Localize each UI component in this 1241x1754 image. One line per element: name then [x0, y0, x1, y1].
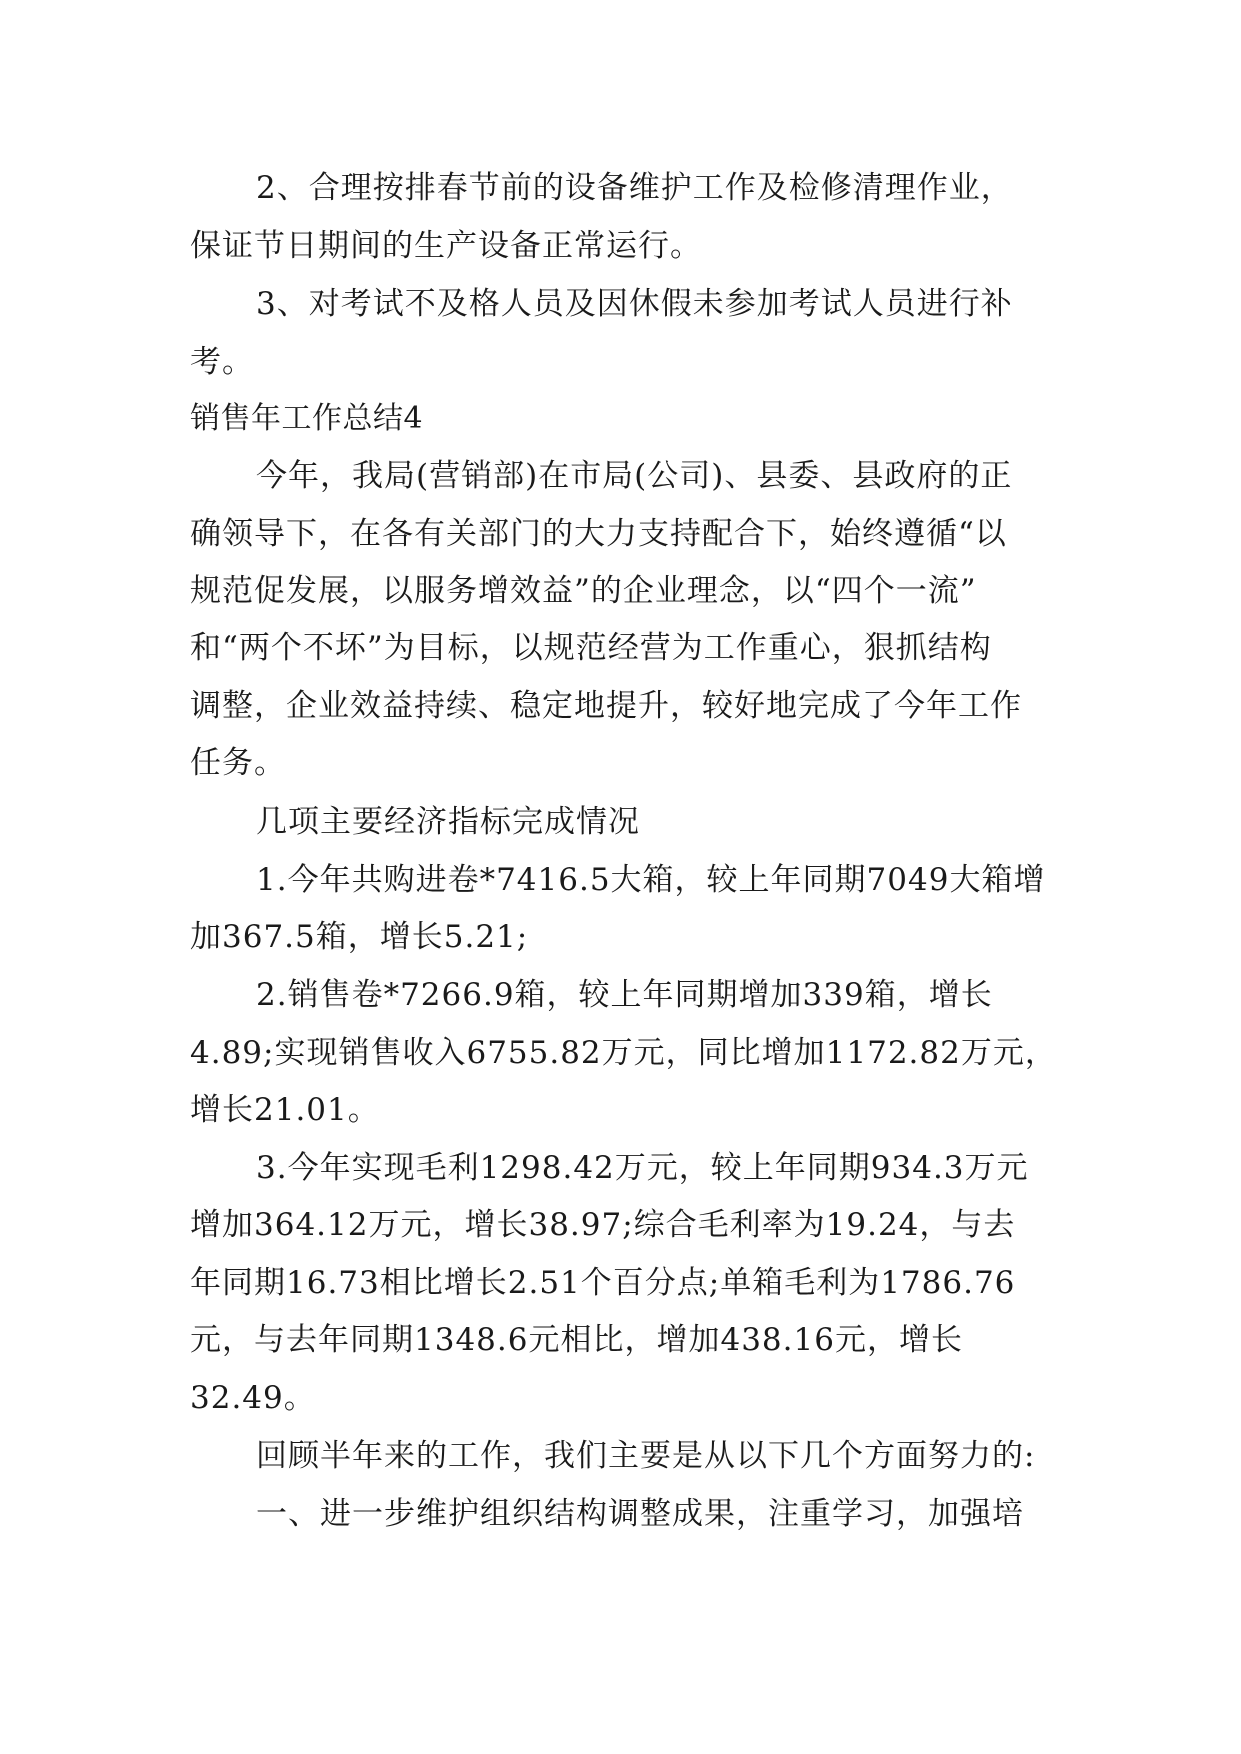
paragraph-line: 2、合理按排春节前的设备维护工作及检修清理作业，	[256, 170, 1013, 206]
section-heading: 销售年工作总结4	[190, 401, 424, 436]
paragraph-line: 确领导下，在各有关部门的大力支持配合下，始终遵循“以	[190, 516, 1007, 552]
paragraph-line: 今年，我局(营销部)在市局(公司)、县委、县政府的正	[256, 458, 1013, 494]
paragraph-line: 32.49。	[190, 1380, 316, 1416]
paragraph-line: 年同期16.73相比增长2.51个百分点;单箱毛利为1786.76	[190, 1265, 1016, 1301]
subheading-line: 几项主要经济指标完成情况	[256, 804, 640, 840]
paragraph-line: 加367.5箱，增长5.21;	[190, 919, 529, 955]
paragraph-line: 调整，企业效益持续、稳定地提升，较好地完成了今年工作	[190, 688, 1022, 724]
paragraph-line: 和“两个不坏”为目标，以规范经营为工作重心，狠抓结构	[190, 630, 992, 666]
paragraph-line: 保证节日期间的生产设备正常运行。	[190, 228, 702, 264]
paragraph-line: 规范促发展，以服务增效益”的企业理念，以“四个一流”	[190, 573, 977, 609]
paragraph-line: 考。	[190, 344, 254, 380]
paragraph-line: 回顾半年来的工作，我们主要是从以下几个方面努力的:	[256, 1438, 1036, 1474]
paragraph-line: 4.89;实现销售收入6755.82万元，同比增加1172.82万元，	[190, 1035, 1057, 1071]
paragraph-line: 一、进一步维护组织结构调整成果，注重学习，加强培	[256, 1496, 1024, 1532]
paragraph-line: 元，与去年同期1348.6元相比，增加438.16元，增长	[190, 1322, 963, 1358]
paragraph-line: 2.销售卷*7266.9箱，较上年同期增加339箱，增长	[256, 977, 993, 1013]
paragraph-line: 任务。	[190, 745, 286, 781]
paragraph-line: 3、对考试不及格人员及因休假未参加考试人员进行补	[256, 286, 1013, 322]
paragraph-line: 3.今年实现毛利1298.42万元，较上年同期934.3万元	[256, 1150, 1029, 1186]
paragraph-line: 增加364.12万元，增长38.97;综合毛利率为19.24，与去	[190, 1207, 1016, 1243]
paragraph-line: 增长21.01。	[190, 1092, 380, 1128]
paragraph-line: 1.今年共购进卷*7416.5大箱，较上年同期7049大箱增	[256, 862, 1046, 898]
